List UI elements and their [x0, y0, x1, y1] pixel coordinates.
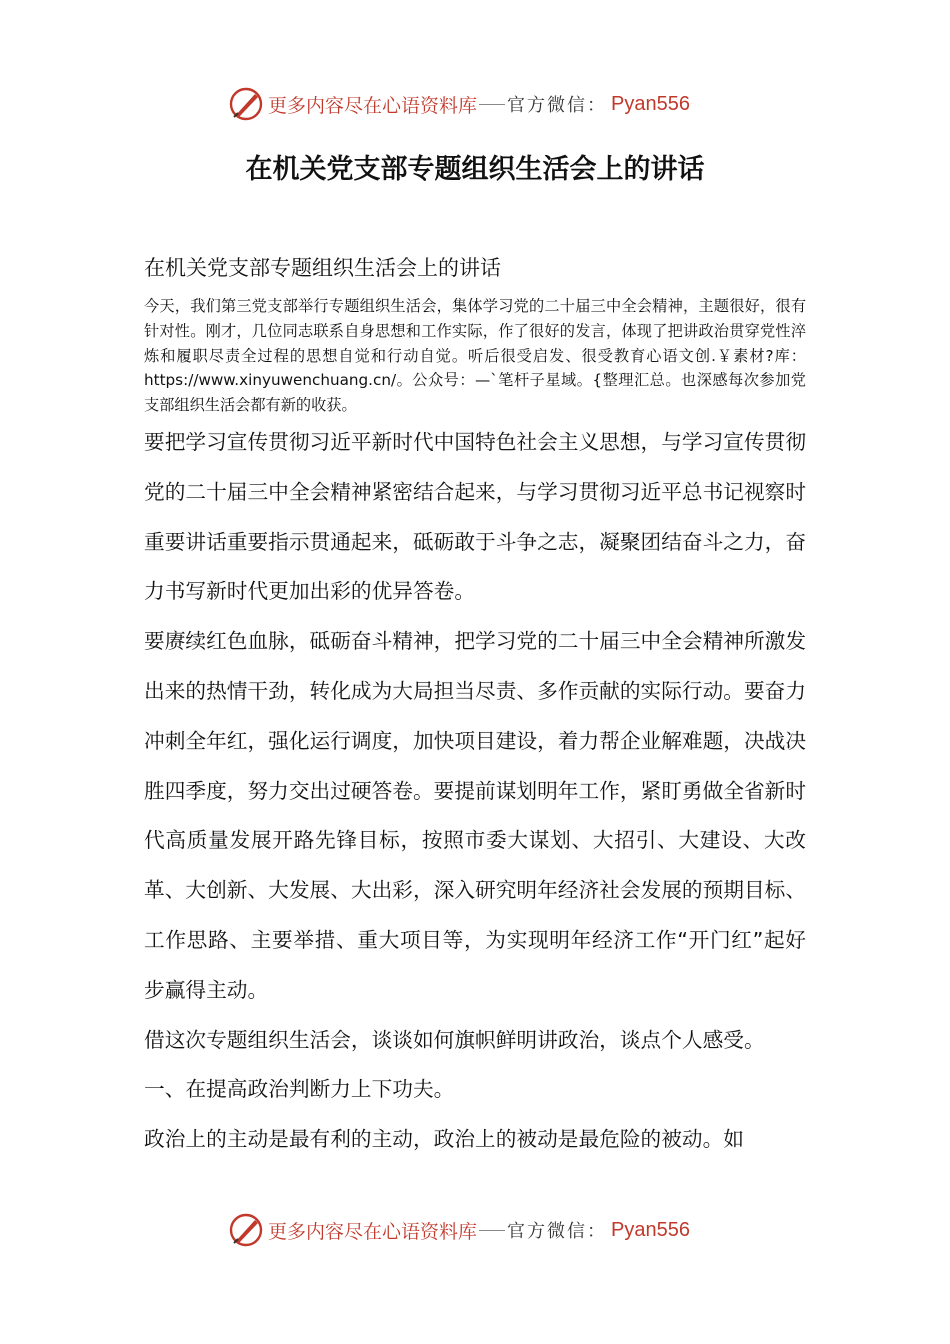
section-heading-1: 一、在提高政治判断力上下功夫。: [144, 1077, 455, 1102]
document-subtitle: 在机关党支部专题组织生活会上的讲话: [144, 256, 501, 280]
header-banner: [228, 86, 748, 122]
banner-wechat-id: Pyan556: [611, 1218, 690, 1241]
banner-dash: [479, 1230, 505, 1231]
paragraph-1: 要把学习宣传贯彻习近平新时代中国特色社会主义思想，与学习宣传贯彻党的二十届三中全会精神紧密结合起来，与学习贯彻习近平总书记视察时重要讲话重要指示贯通起来，砥砺敢于斗争之志，凝聚团结奋斗之力，奋力书写新时代更加出彩的优异答卷。: [144, 430, 807, 604]
banner-brand-text: 更多内容尽在心语资料库: [268, 1220, 478, 1243]
intro-paragraph: 今天，我们第三党支部举行专题组织生活会，集体学习党的二十届三中全会精神，主题很好，很有针对性。刚才，几位同志联系自身思想和工作实际，作了很好的发言，体现了把讲政治贯穿党性淬炼和履职尽责全过程的思想自觉和行动自觉。听后很受启发、很受教育心语文创.￥素材?库：https://www.xinyuwenchuang.cn/。公众号：—`笔杆子星域。{整理汇总。也深感每次参加党支部组织生活会都有新的收获。: [144, 297, 806, 415]
banner-dash: [479, 104, 505, 105]
quill-logo-icon: [228, 86, 264, 122]
banner-brand-text: 更多内容尽在心语资料库: [268, 94, 478, 117]
banner-official-label: 官方微信：: [507, 1221, 608, 1242]
paragraph-3: 借这次专题组织生活会，谈谈如何旗帜鲜明讲政治，谈点个人感受。: [144, 1027, 765, 1052]
document-title: 在机关党支部专题组织生活会上的讲话: [245, 154, 705, 185]
banner-official-label: 官方微信：: [507, 95, 608, 116]
body-text: [144, 418, 806, 1165]
paragraph-4: 政治上的主动是最有利的主动，政治上的被动是最危险的被动。如: [144, 1127, 744, 1152]
footer-banner: [228, 1212, 748, 1248]
paragraph-2: 要赓续红色血脉，砥砺奋斗精神，把学习党的二十届三中全会精神所激发出来的热情干劲，转化成为大局担当尽责、多作贡献的实际行动。要奋力冲刺全年红，强化运行调度，加快项目建设，着力帮企业解难题，决战决胜四季度，努力交出过硬答卷。要提前谋划明年工作，紧盯勇做全省新时代高质量发展开路先锋目标，按照市委大谋划、大招引、大建设、大改革、大创新、大发展、大出彩，深入研究明年经济社会发展的预期目标、工作思路、主要举措、重大项目等，为实现明年经济工作“开门红”起好步赢得主动。: [144, 629, 807, 1002]
banner-wechat-id: Pyan556: [611, 92, 690, 115]
quill-logo-icon: [228, 1212, 264, 1248]
